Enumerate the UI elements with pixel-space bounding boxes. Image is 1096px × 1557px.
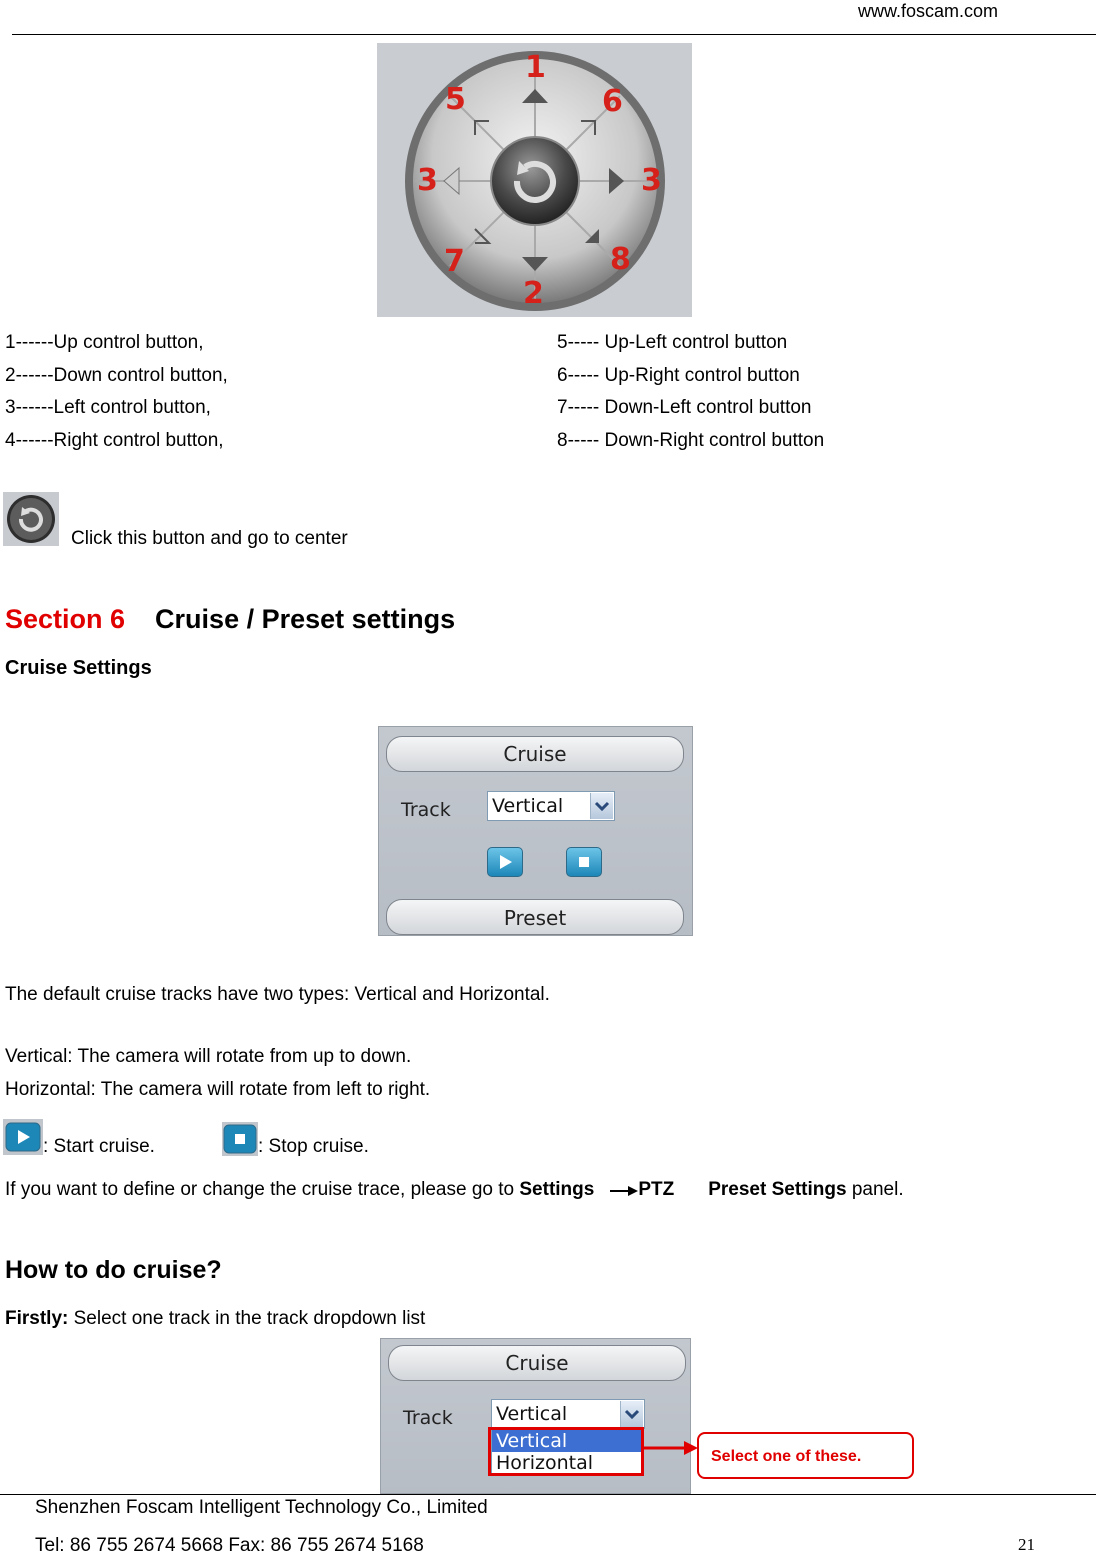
track-label-2: Track — [403, 1407, 453, 1429]
option-vertical[interactable]: Vertical — [492, 1430, 642, 1452]
cruise-button-2[interactable]: Cruise — [388, 1345, 686, 1381]
option-horizontal[interactable]: Horizontal — [496, 1452, 594, 1474]
label-5: 5 — [445, 82, 466, 117]
section-title — [5, 604, 455, 635]
start-cruise-icon — [3, 1119, 43, 1155]
label-3-right: 3 — [641, 163, 662, 198]
section-number: Section 6 — [5, 604, 126, 634]
footer-company: Shenzhen Foscam Intelligent Technology Co., Limited — [35, 1497, 488, 1518]
firstly-paragraph — [5, 1308, 425, 1330]
stop-icon — [567, 848, 601, 876]
legend-left: 3------Left control button, — [5, 397, 211, 418]
center-button[interactable] — [491, 137, 579, 225]
firstly-label: Firstly: — [5, 1308, 69, 1329]
define-prefix: If you want to define or change the cruise trace, please go to — [5, 1179, 520, 1200]
how-heading: How to do cruise? — [5, 1256, 222, 1284]
track-label: Track — [401, 799, 451, 821]
callout-text: Select one of these. — [711, 1448, 862, 1465]
track-select-2-value: Vertical — [496, 1403, 568, 1425]
types-paragraph: The default cruise tracks have two types: Vertical and Horizontal. — [5, 984, 550, 1005]
label-1: 1 — [525, 50, 546, 85]
start-cruise-text: : Start cruise. — [43, 1136, 155, 1157]
define-settings: Settings — [519, 1179, 595, 1200]
cruise-settings-heading: Cruise Settings — [5, 657, 152, 679]
define-preset: Preset Settings — [708, 1179, 847, 1200]
label-6: 6 — [602, 84, 623, 119]
define-paragraph — [5, 1179, 904, 1201]
page-number: 21 — [1018, 1535, 1035, 1554]
center-button-icon — [3, 492, 59, 546]
header-url: www.foscam.com — [857, 1, 998, 21]
legend-down: 2------Down control button, — [5, 365, 228, 386]
header-rule — [12, 34, 1096, 35]
stop-cruise-button[interactable] — [566, 847, 602, 877]
track-select-2[interactable] — [491, 1399, 645, 1429]
legend-right: 4------Right control button, — [5, 430, 224, 451]
center-note: Click this button and go to center — [71, 528, 348, 549]
legend-down-right: 8----- Down-Right control button — [557, 430, 825, 451]
track-select-value: Vertical — [492, 795, 564, 817]
chevron-down-icon — [620, 1401, 643, 1427]
legend-down-left: 7----- Down-Left control button — [557, 397, 812, 418]
define-ptz: PTZ — [638, 1179, 675, 1200]
ptz-control-image — [377, 43, 692, 317]
stop-cruise-text: : Stop cruise. — [258, 1136, 369, 1157]
play-icon — [488, 848, 522, 876]
stop-cruise-icon — [222, 1122, 258, 1156]
footer-contact: Tel: 86 755 2674 5668 Fax: 86 755 2674 5168 — [35, 1535, 424, 1556]
options-highlight-box — [488, 1427, 644, 1476]
legend-up: 1------Up control button, — [5, 332, 204, 353]
label-8: 8 — [610, 242, 631, 277]
chevron-down-icon — [590, 793, 613, 819]
callout-box — [697, 1432, 914, 1479]
footer-rule — [0, 1494, 1096, 1495]
start-cruise-button[interactable] — [487, 847, 523, 877]
label-7: 7 — [444, 244, 465, 279]
define-suffix: panel. — [846, 1179, 904, 1200]
cruise-panel-screenshot — [378, 726, 693, 936]
preset-button[interactable]: Preset — [386, 899, 684, 935]
vertical-paragraph: Vertical: The camera will rotate from up to down. — [5, 1046, 412, 1067]
cruise-dropdown-screenshot — [380, 1338, 691, 1494]
firstly-text: Select one track in the track dropdown list — [68, 1308, 426, 1329]
cruise-button[interactable]: Cruise — [386, 736, 684, 772]
legend-up-right: 6----- Up-Right control button — [557, 365, 800, 386]
horizontal-paragraph: Horizontal: The camera will rotate from left to right. — [5, 1079, 431, 1100]
label-2: 2 — [523, 276, 544, 311]
section-name: Cruise / Preset settings — [155, 604, 456, 634]
label-3-left: 3 — [417, 163, 438, 198]
track-select[interactable] — [487, 791, 615, 821]
callout-arrow — [643, 1440, 698, 1456]
legend-up-left: 5----- Up-Left control button — [557, 332, 788, 353]
